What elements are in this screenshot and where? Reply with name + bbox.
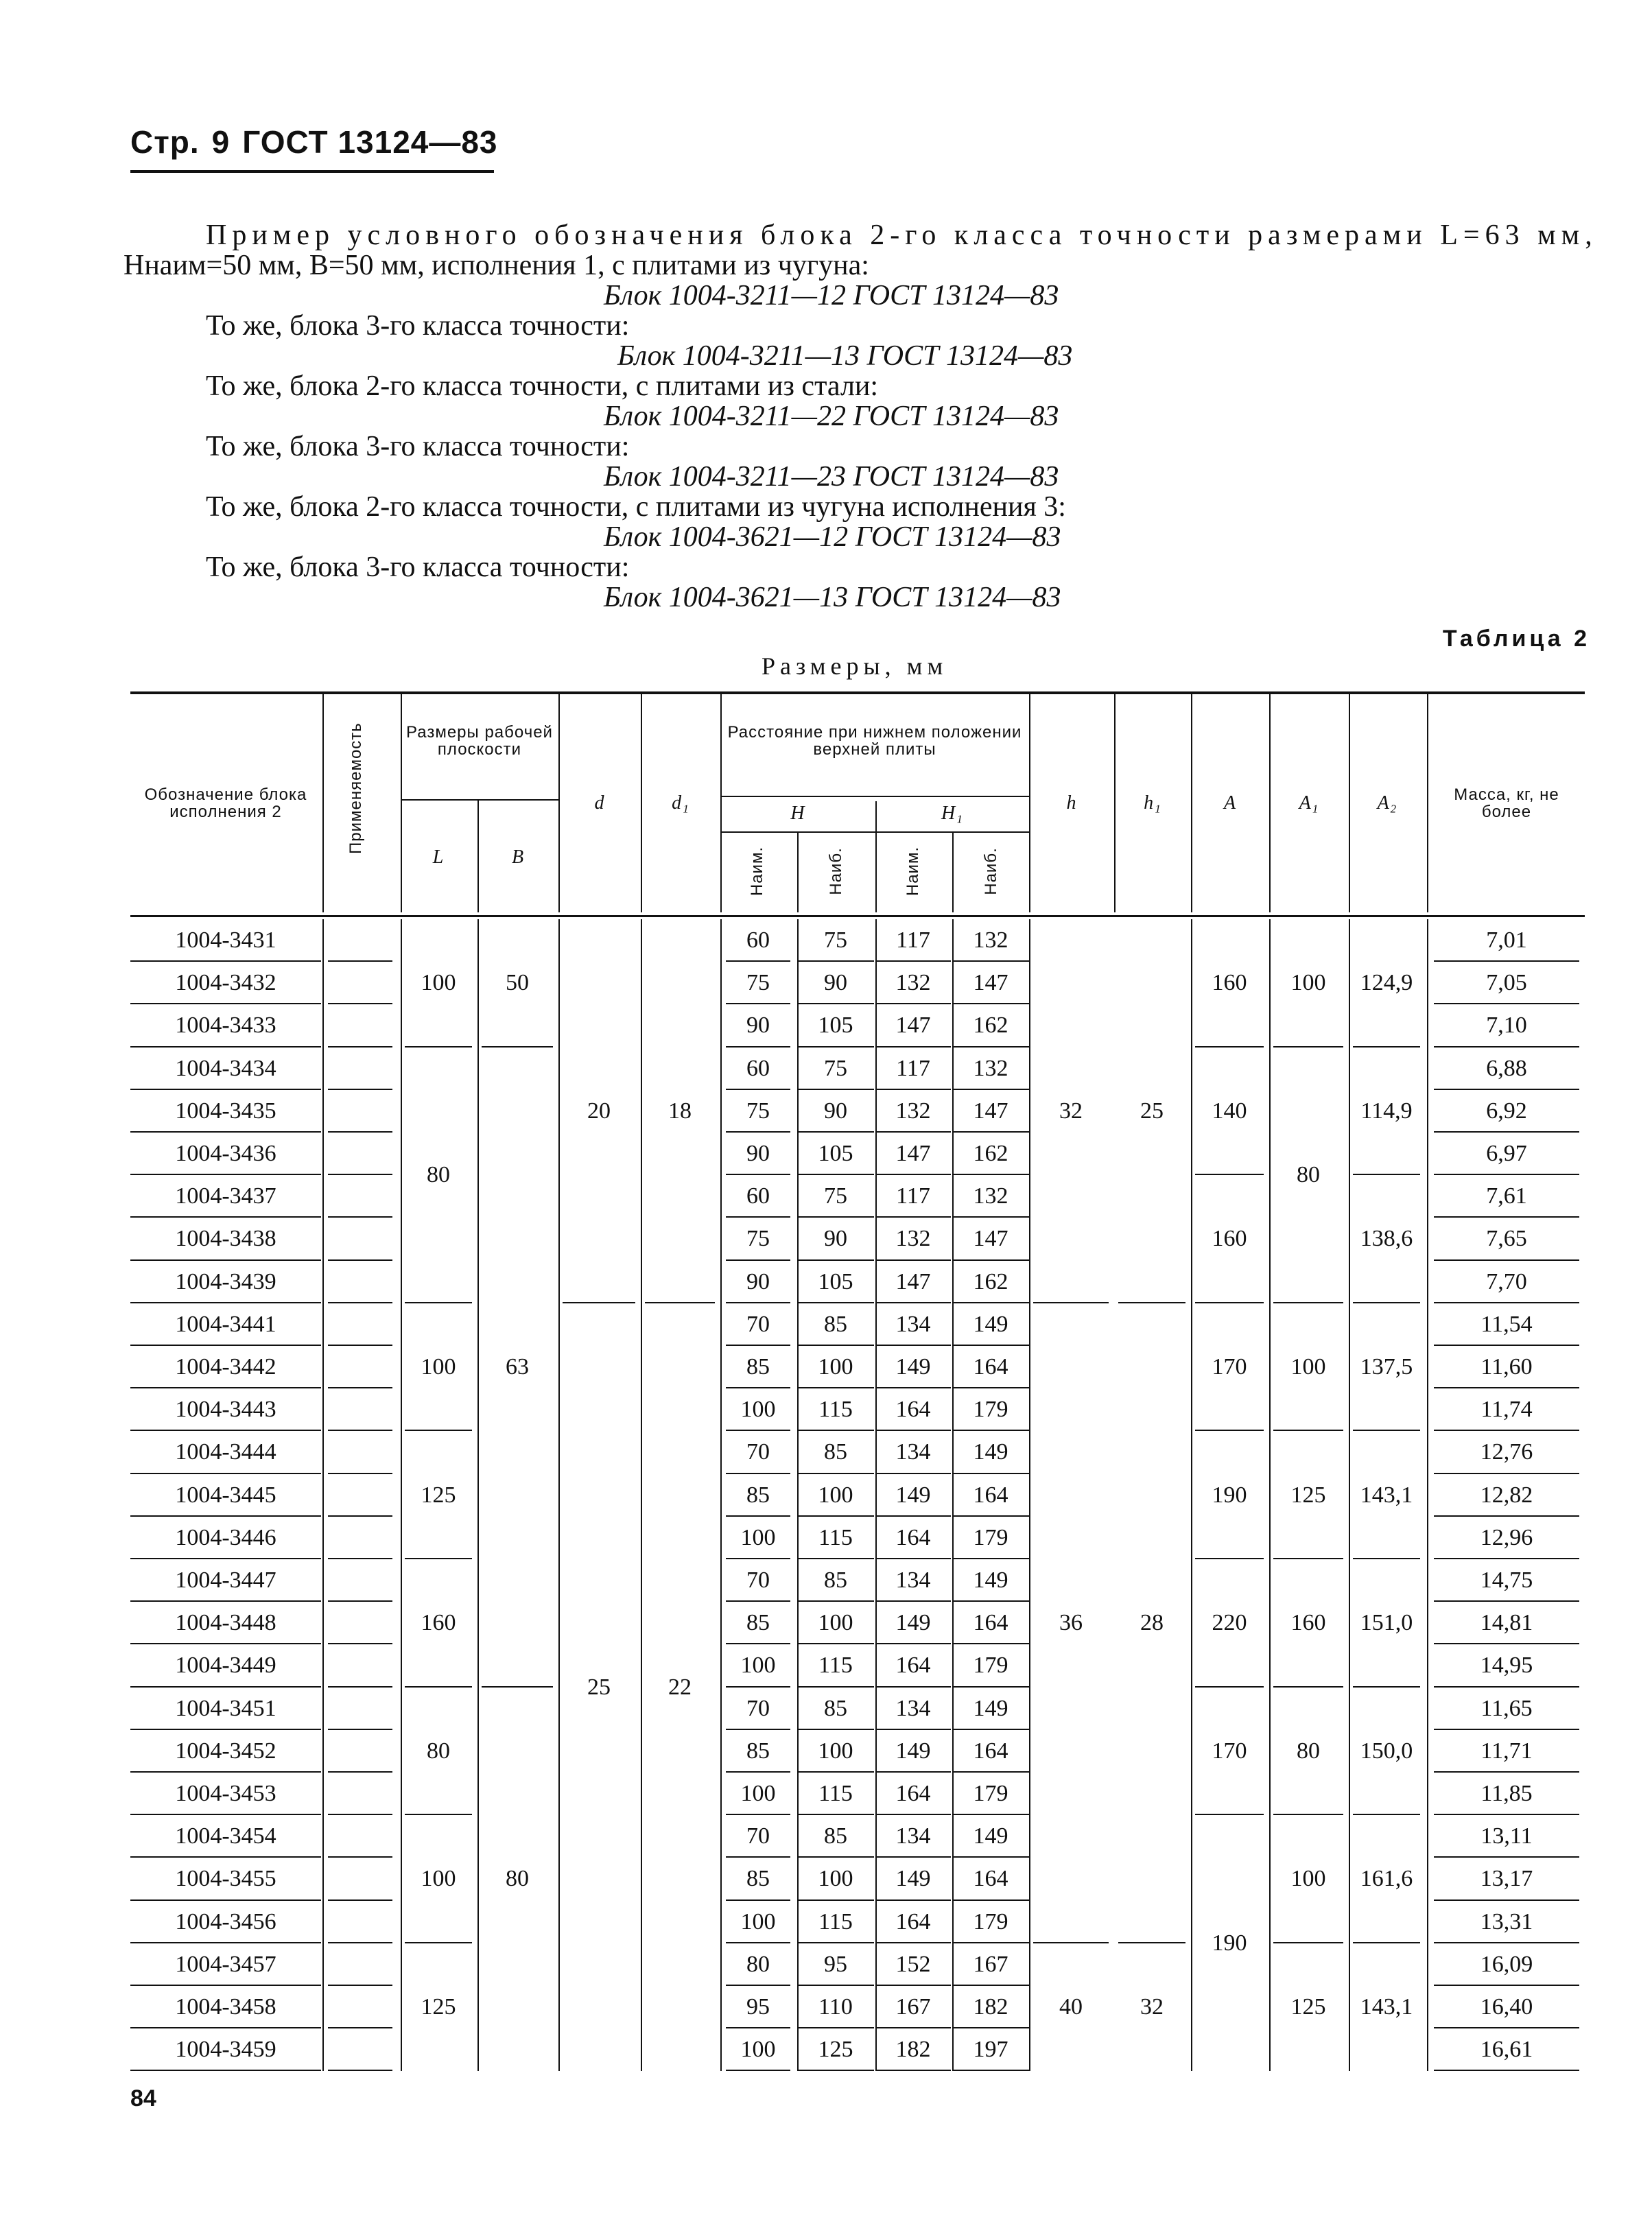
group-cell-l: 160: [421, 1610, 456, 1636]
group-cell-a: 220: [1212, 1610, 1247, 1636]
cell-H-min: 100: [740, 2037, 776, 2063]
cell-H1-min: 149: [895, 1866, 931, 1892]
cell-code: 1004-3439: [175, 1268, 276, 1294]
cell-H-min: 90: [746, 1141, 770, 1167]
cell-H-max: 90: [824, 1226, 847, 1252]
cell-H1-min: 117: [896, 1055, 930, 1081]
cell-H-min: 60: [746, 1183, 770, 1209]
cell-H-max: 100: [818, 1482, 853, 1508]
cell-H1-max: 179: [973, 1524, 1008, 1550]
cell-mass: 7,01: [1486, 927, 1527, 954]
cell-H1-min: 152: [895, 1951, 931, 1977]
cell-mass: 7,65: [1486, 1226, 1527, 1252]
group-cell-a2: 143,1: [1360, 1482, 1413, 1508]
cell-H1-min: 167: [895, 1994, 931, 2020]
group-cell-a: 170: [1212, 1354, 1247, 1380]
group-cell-l: 100: [421, 970, 456, 996]
example-code-5: Блок 1004-3621—12 ГОСТ 13124—83: [604, 521, 1061, 553]
cell-code: 1004-3457: [175, 1951, 276, 1977]
cell-H-min: 70: [746, 1311, 770, 1337]
cell-H1-min: 117: [896, 927, 930, 954]
cell-code: 1004-3433: [175, 1013, 276, 1039]
table-subtitle: Размеры, мм: [762, 652, 948, 680]
row-separator: [328, 960, 392, 962]
row-separator: [328, 1174, 392, 1175]
cell-H-min: 75: [746, 1226, 770, 1252]
cell-code: 1004-3438: [175, 1226, 276, 1252]
cell-H-max: 85: [824, 1439, 847, 1465]
cell-H-max: 125: [818, 2037, 853, 2063]
header-L: L: [432, 847, 445, 868]
cell-H-max: 75: [824, 1183, 847, 1209]
row-separator: [328, 1089, 392, 1090]
cell-H1-max: 167: [973, 1951, 1008, 1977]
group-cell-l: 100: [421, 1866, 456, 1892]
row-separator: [328, 1131, 392, 1133]
cell-mass: 13,31: [1480, 1908, 1533, 1934]
group-cell-h: 40: [1059, 1994, 1083, 2020]
cell-mass: 14,95: [1480, 1653, 1533, 1679]
cell-code: 1004-3448: [175, 1610, 276, 1636]
group-cell-l: 125: [421, 1994, 456, 2020]
cell-code: 1004-3459: [175, 2037, 276, 2063]
group-cell-a1: 125: [1290, 1994, 1326, 2020]
cell-code: 1004-3445: [175, 1482, 276, 1508]
group-cell-a1: 100: [1290, 1866, 1326, 1892]
cell-H-max: 85: [824, 1823, 847, 1849]
cell-H-max: 95: [824, 1951, 847, 1977]
page-header: [130, 123, 498, 161]
cell-H-min: 60: [746, 1055, 770, 1081]
cell-H-min: 100: [740, 1524, 776, 1550]
cell-H-max: 115: [818, 1653, 853, 1679]
example-code-1: Блок 1004-3211—12 ГОСТ 13124—83: [604, 280, 1059, 311]
group-cell-a2: 138,6: [1360, 1226, 1413, 1252]
cell-H1-min: 164: [895, 1397, 931, 1423]
row-separator: [328, 1600, 392, 1602]
row-separator: [328, 1942, 392, 1943]
group-cell-a1: 80: [1297, 1162, 1320, 1188]
cell-H1-min: 164: [895, 1908, 931, 1934]
row-separator: [328, 2070, 392, 2071]
cell-H1-min: 134: [895, 1695, 931, 1721]
header-prefix: Стр.: [130, 124, 200, 160]
group-cell-b: 63: [506, 1354, 529, 1380]
cell-H-max: 115: [818, 1908, 853, 1934]
cell-mass: 16,40: [1480, 1994, 1533, 2020]
group-cell-a2: 161,6: [1360, 1866, 1413, 1892]
example-label-3: То же, блока 2-го класса точности, с плитами из стали:: [206, 370, 879, 402]
cell-mass: 11,74: [1480, 1397, 1533, 1423]
cell-H1-max: 132: [973, 1183, 1008, 1209]
group-cell-d1: 18: [668, 1098, 692, 1124]
group-cell-a: 170: [1212, 1738, 1247, 1764]
group-cell-l: 80: [427, 1162, 450, 1188]
header-H-min: Наим.: [748, 846, 766, 897]
cell-H-min: 85: [746, 1738, 770, 1764]
row-separator: [797, 2070, 874, 2071]
header-divider: [322, 694, 324, 912]
row-separator: [1434, 2070, 1579, 2071]
cell-H1-min: 132: [895, 1098, 931, 1124]
cell-H1-max: 132: [973, 1055, 1008, 1081]
group-cell-d: 20: [587, 1098, 611, 1124]
cell-H-max: 85: [824, 1311, 847, 1337]
row-separator: [328, 1515, 392, 1517]
cell-mass: 14,81: [1480, 1610, 1533, 1636]
group-cell-a: 140: [1212, 1098, 1247, 1124]
group-cell-a: 160: [1212, 1226, 1247, 1252]
cell-H1-min: 149: [895, 1482, 931, 1508]
cell-H-max: 100: [818, 1610, 853, 1636]
cell-H1-max: 147: [973, 970, 1008, 996]
cell-H1-min: 147: [895, 1141, 931, 1167]
header-A2: A₂: [1377, 792, 1397, 814]
row-separator: [328, 1985, 392, 1986]
cell-code: 1004-3455: [175, 1866, 276, 1892]
cell-H1-max: 149: [973, 1439, 1008, 1465]
cell-code: 1004-3443: [175, 1397, 276, 1423]
cell-H1-max: 164: [973, 1354, 1008, 1380]
cell-code: 1004-3449: [175, 1653, 276, 1679]
header-divider: [952, 831, 954, 912]
intro-line-1: Пример условного обозначения блока 2-го класса точности размерами L=63 мм,: [206, 220, 1598, 251]
cell-code: 1004-3441: [175, 1311, 276, 1337]
cell-H1-min: 134: [895, 1823, 931, 1849]
cell-H-min: 80: [746, 1951, 770, 1977]
group-cell-a1: 125: [1290, 1482, 1326, 1508]
cell-H-max: 115: [818, 1524, 853, 1550]
cell-H-max: 100: [818, 1866, 853, 1892]
group-cell-a2: 143,1: [1360, 1994, 1413, 2020]
header-designation: Обозначение блока исполнения 2: [144, 785, 307, 821]
cell-H-max: 100: [818, 1738, 853, 1764]
group-cell-a2: 124,9: [1360, 970, 1413, 996]
row-separator: [328, 1856, 392, 1858]
row-separator: [328, 1899, 392, 1901]
cell-code: 1004-3436: [175, 1141, 276, 1167]
row-separator: [328, 1686, 392, 1688]
cell-H-min: 75: [746, 1098, 770, 1124]
row-separator: [328, 1643, 392, 1644]
cell-code: 1004-3442: [175, 1354, 276, 1380]
row-separator: [328, 1003, 392, 1004]
row-separator: [328, 1729, 392, 1730]
cell-code: 1004-3451: [175, 1695, 276, 1721]
example-label-2: То же, блока 3-го класса точности:: [206, 310, 630, 342]
header-H-max: Наиб.: [827, 847, 845, 895]
header-rule: [130, 170, 494, 173]
cell-H-min: 90: [746, 1268, 770, 1294]
header-A: A: [1223, 792, 1237, 814]
group-cell-l: 80: [427, 1738, 450, 1764]
cell-H1-min: 164: [895, 1524, 931, 1550]
group-cell-a2: 114,9: [1360, 1098, 1413, 1124]
header-H1: H₁: [941, 803, 963, 825]
cell-H1-max: 197: [973, 2037, 1008, 2063]
row-separator: [328, 1216, 392, 1218]
cell-H1-max: 179: [973, 1653, 1008, 1679]
cell-mass: 7,70: [1486, 1268, 1527, 1294]
cell-H1-min: 149: [895, 1610, 931, 1636]
cell-H-min: 100: [740, 1397, 776, 1423]
cell-H1-min: 164: [895, 1653, 931, 1679]
cell-mass: 6,97: [1486, 1141, 1527, 1167]
cell-H1-min: 182: [895, 2037, 931, 2063]
header-mass: Масса, кг, не более: [1454, 785, 1559, 821]
cell-code: 1004-3431: [175, 927, 276, 954]
header-H1-max: Наиб.: [982, 847, 1000, 895]
cell-H1-max: 179: [973, 1397, 1008, 1423]
group-cell-a2: 151,0: [1360, 1610, 1413, 1636]
cell-mass: 13,17: [1480, 1866, 1533, 1892]
cell-H1-max: 149: [973, 1311, 1008, 1337]
cell-H1-max: 149: [973, 1695, 1008, 1721]
example-code-2: Блок 1004-3211—13 ГОСТ 13124—83: [617, 340, 1073, 372]
header-work-plane: Размеры рабочей плоскости: [406, 722, 553, 759]
row-separator: [328, 1259, 392, 1261]
group-cell-h1: 28: [1140, 1610, 1164, 1636]
cell-H1-max: 164: [973, 1482, 1008, 1508]
header-B: B: [511, 847, 525, 868]
header-divider: [797, 831, 799, 912]
row-separator: [130, 2070, 321, 2071]
cell-H-max: 105: [818, 1013, 853, 1039]
cell-H1-min: 117: [896, 1183, 930, 1209]
cell-code: 1004-3458: [175, 1994, 276, 2020]
group-cell-h1: 25: [1140, 1098, 1164, 1124]
example-code-4: Блок 1004-3211—23 ГОСТ 13124—83: [604, 461, 1059, 493]
cell-H-min: 85: [746, 1482, 770, 1508]
cell-H-min: 85: [746, 1866, 770, 1892]
cell-H1-min: 134: [895, 1311, 931, 1337]
cell-mass: 7,10: [1486, 1013, 1527, 1039]
cell-code: 1004-3435: [175, 1098, 276, 1124]
cell-H-min: 70: [746, 1823, 770, 1849]
cell-H-max: 75: [824, 927, 847, 954]
page-number: 84: [130, 2085, 156, 2111]
row-separator: [328, 1430, 392, 1431]
row-separator: [328, 1387, 392, 1388]
cell-code: 1004-3456: [175, 1908, 276, 1934]
row-separator: [328, 1046, 392, 1048]
cell-H-min: 75: [746, 970, 770, 996]
cell-code: 1004-3434: [175, 1055, 276, 1081]
cell-H-max: 85: [824, 1695, 847, 1721]
group-cell-a2: 137,5: [1360, 1354, 1413, 1380]
cell-H1-max: 149: [973, 1823, 1008, 1849]
group-cell-l: 100: [421, 1354, 456, 1380]
column-divider: [322, 919, 324, 2071]
example-label-4: То же, блока 3-го класса точности:: [206, 431, 630, 462]
row-separator: [328, 1473, 392, 1474]
cell-code: 1004-3454: [175, 1823, 276, 1849]
group-cell-a: 190: [1212, 1482, 1247, 1508]
group-cell-h: 32: [1059, 1098, 1083, 1124]
group-cell-a1: 80: [1297, 1738, 1320, 1764]
example-label-6: То же, блока 3-го класса точности:: [206, 552, 630, 583]
cell-H-max: 115: [818, 1781, 853, 1807]
group-cell-h: 36: [1059, 1610, 1083, 1636]
cell-H-max: 105: [818, 1268, 853, 1294]
cell-code: 1004-3432: [175, 970, 276, 996]
row-separator: [875, 2070, 951, 2071]
group-cell-h1: 32: [1140, 1994, 1164, 2020]
group-cell-d1: 22: [668, 1674, 692, 1700]
header-divider: [401, 799, 558, 801]
cell-H1-min: 134: [895, 1439, 931, 1465]
row-separator: [328, 1302, 392, 1303]
cell-H1-max: 179: [973, 1908, 1008, 1934]
header-d: d: [594, 792, 605, 814]
cell-H-max: 100: [818, 1354, 853, 1380]
cell-H-min: 85: [746, 1610, 770, 1636]
row-separator: [726, 2070, 790, 2071]
cell-H-min: 70: [746, 1439, 770, 1465]
cell-H1-min: 147: [895, 1013, 931, 1039]
header-h: h: [1066, 792, 1077, 814]
cell-H-max: 105: [818, 1141, 853, 1167]
group-cell-a1: 160: [1290, 1610, 1326, 1636]
cell-H-min: 70: [746, 1567, 770, 1594]
cell-H-min: 100: [740, 1653, 776, 1679]
cell-H-min: 85: [746, 1354, 770, 1380]
cell-H-max: 110: [818, 1994, 853, 2020]
example-label-5: То же, блока 2-го класса точности, с плитами из чугуна исполнения 3:: [206, 491, 1066, 523]
cell-H1-max: 149: [973, 1567, 1008, 1594]
header-standard: ГОСТ 13124—83: [242, 124, 498, 160]
cell-mass: 12,76: [1480, 1439, 1533, 1465]
cell-H1-max: 162: [973, 1141, 1008, 1167]
cell-H-min: 100: [740, 1781, 776, 1807]
group-cell-l: 125: [421, 1482, 456, 1508]
cell-mass: 11,85: [1480, 1781, 1533, 1807]
group-cell-a1: 100: [1290, 970, 1326, 996]
cell-H-min: 95: [746, 1994, 770, 2020]
cell-H-min: 70: [746, 1695, 770, 1721]
cell-H1-max: 147: [973, 1226, 1008, 1252]
row-separator: [328, 1345, 392, 1346]
row-separator: [952, 2070, 1029, 2071]
header-H: H: [790, 803, 805, 825]
cell-code: 1004-3453: [175, 1781, 276, 1807]
cell-mass: 6,92: [1486, 1098, 1527, 1124]
cell-mass: 7,61: [1486, 1183, 1527, 1209]
cell-mass: 11,54: [1480, 1311, 1533, 1337]
cell-code: 1004-3437: [175, 1183, 276, 1209]
group-cell-a: 160: [1212, 970, 1247, 996]
cell-mass: 12,96: [1480, 1524, 1533, 1550]
cell-mass: 16,09: [1480, 1951, 1533, 1977]
cell-H1-max: 182: [973, 1994, 1008, 2020]
cell-H1-min: 164: [895, 1781, 931, 1807]
cell-H-min: 90: [746, 1013, 770, 1039]
cell-mass: 11,71: [1480, 1738, 1533, 1764]
header-A1: A₁: [1299, 792, 1319, 814]
group-cell-a: 190: [1212, 1930, 1247, 1956]
cell-H1-max: 164: [973, 1866, 1008, 1892]
group-cell-d: 25: [587, 1674, 611, 1700]
cell-H-min: 100: [740, 1908, 776, 1934]
header-h1: h₁: [1144, 792, 1161, 814]
header-H1-min: Наим.: [904, 846, 922, 897]
table-title: Таблица 2: [1442, 626, 1590, 652]
cell-code: 1004-3444: [175, 1439, 276, 1465]
cell-mass: 16,61: [1480, 2037, 1533, 2063]
group-cell-b: 80: [506, 1866, 529, 1892]
row-separator: [328, 1771, 392, 1773]
cell-H1-min: 134: [895, 1567, 931, 1594]
cell-H1-min: 147: [895, 1268, 931, 1294]
header-distance: Расстояние при нижнем положении верхней плиты: [727, 722, 1022, 759]
group-cell-b: 50: [506, 970, 529, 996]
cell-H1-max: 164: [973, 1610, 1008, 1636]
header-d1: d₁: [672, 792, 689, 814]
cell-H1-max: 162: [973, 1268, 1008, 1294]
cell-mass: 14,75: [1480, 1567, 1533, 1594]
cell-mass: 11,65: [1480, 1695, 1533, 1721]
cell-H1-max: 179: [973, 1781, 1008, 1807]
intro-line-2: Hнаим=50 мм, B=50 мм, исполнения 1, с плитами из чугуна:: [123, 250, 869, 281]
cell-H1-max: 162: [973, 1013, 1008, 1039]
cell-H1-max: 132: [973, 927, 1008, 954]
cell-H-max: 85: [824, 1567, 847, 1594]
cell-code: 1004-3447: [175, 1567, 276, 1594]
group-cell-a2: 150,0: [1360, 1738, 1413, 1764]
row-separator: [328, 1558, 392, 1559]
header-applicability: Применяемость: [346, 722, 365, 854]
cell-H1-max: 147: [973, 1098, 1008, 1124]
cell-H-min: 60: [746, 927, 770, 954]
cell-H1-min: 149: [895, 1738, 931, 1764]
cell-mass: 13,11: [1480, 1823, 1533, 1849]
cell-H1-min: 149: [895, 1354, 931, 1380]
cell-mass: 12,82: [1480, 1482, 1533, 1508]
example-code-6: Блок 1004-3621—13 ГОСТ 13124—83: [604, 582, 1061, 613]
cell-mass: 11,60: [1480, 1354, 1533, 1380]
cell-H-max: 115: [818, 1397, 853, 1423]
cell-mass: 6,88: [1486, 1055, 1527, 1081]
cell-code: 1004-3446: [175, 1524, 276, 1550]
row-separator: [328, 2027, 392, 2028]
cell-H-max: 75: [824, 1055, 847, 1081]
cell-H1-min: 132: [895, 970, 931, 996]
cell-H1-max: 164: [973, 1738, 1008, 1764]
cell-H1-min: 132: [895, 1226, 931, 1252]
cell-mass: 7,05: [1486, 970, 1527, 996]
cell-H-max: 90: [824, 970, 847, 996]
cell-H-max: 90: [824, 1098, 847, 1124]
cell-code: 1004-3452: [175, 1738, 276, 1764]
group-cell-a1: 100: [1290, 1354, 1326, 1380]
row-separator: [328, 1814, 392, 1815]
example-code-3: Блок 1004-3211—22 ГОСТ 13124—83: [604, 401, 1059, 432]
header-page: 9: [211, 124, 231, 160]
